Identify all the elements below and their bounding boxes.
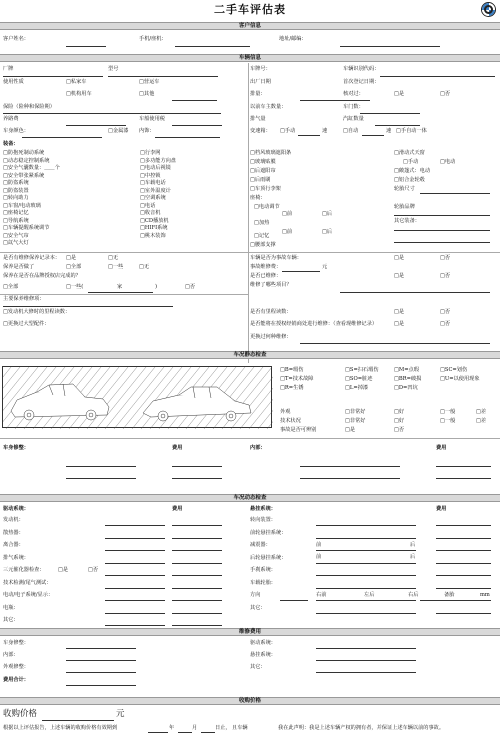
body-cost-line-1[interactable]	[172, 466, 222, 467]
equipment-option-4[interactable]: □防盗系统	[3, 180, 29, 186]
accident-visible-no[interactable]: □否	[394, 427, 405, 433]
displacement-field[interactable]	[300, 100, 370, 101]
equipment-option-b-1[interactable]: □多功能方向盘	[140, 157, 177, 164]
drive-cost-field-2[interactable]	[172, 550, 222, 551]
suspension-cost-field-5[interactable]	[436, 588, 491, 589]
suspension-field-5[interactable]	[316, 588, 416, 589]
seat-power-front[interactable]: □前	[282, 211, 293, 217]
history-sub-divider	[0, 294, 248, 295]
car-outline-icon	[3, 367, 273, 429]
drive-field-2[interactable]	[105, 550, 165, 551]
suspension-field-6[interactable]	[316, 600, 416, 601]
service-book-yes[interactable]: □是	[66, 255, 77, 261]
eq-tint[interactable]: □玻璃贴膜	[250, 159, 276, 165]
major-parts-label[interactable]: □更换过大型配件：	[3, 321, 50, 327]
dealer-close: )	[155, 284, 158, 290]
equipment-option-b-7[interactable]: □电话	[140, 202, 156, 209]
damage-code-1-3[interactable]: □U=以使用现象	[440, 376, 480, 382]
price-month-field[interactable]	[178, 732, 192, 733]
suspension-field-7[interactable]	[316, 613, 416, 614]
drive-field-3[interactable]	[105, 563, 165, 564]
equipment-option-3[interactable]: □安全带张紧系统	[3, 172, 45, 179]
suspension-cost-field-3[interactable]	[436, 563, 491, 564]
maintenance-done-label: 保养是否做了	[3, 264, 35, 270]
doors-label: 车门数：	[343, 104, 364, 110]
repair-suspension-field[interactable]	[316, 660, 416, 661]
repair-total-field[interactable]	[66, 685, 136, 686]
cylinders-label: 汽缸数量	[343, 116, 364, 122]
accident-vehicle-label: 车辆是否为事故车辆：	[250, 255, 302, 261]
drive-cost-field-4[interactable]	[172, 575, 222, 576]
transmission-tiptronic[interactable]: □手自动一体	[396, 128, 427, 134]
history-divider	[0, 252, 500, 253]
seat-power[interactable]: □电动调节	[254, 204, 280, 210]
body-repair-line-1[interactable]	[66, 466, 136, 467]
tyre-brand-field[interactable]	[394, 215, 490, 216]
suspension-field-4[interactable]	[316, 575, 416, 576]
suspension-cost-field-2[interactable]	[436, 550, 491, 551]
tech-average[interactable]: □一般	[440, 418, 456, 424]
eq-sunroof-manual[interactable]: □手动	[403, 159, 419, 165]
drive-cost-field-5[interactable]	[172, 588, 222, 589]
repair-total-label: 费用合计：	[3, 677, 29, 683]
repaired-items-label: 维修了哪些项目？	[250, 282, 292, 288]
odometer-yes[interactable]: □是	[394, 309, 405, 315]
equipment-option-b-3[interactable]: □中控锁	[140, 172, 161, 179]
tech-good[interactable]: □好	[394, 418, 405, 424]
drive-cost-field-7[interactable]	[172, 613, 222, 614]
repair-body-field[interactable]	[66, 648, 136, 649]
damage-code-1-1[interactable]: □SO=脏迹	[345, 376, 373, 382]
service-book-label: 是否有维修保养记录本：	[3, 255, 61, 261]
tech-status-label: 技术状况	[280, 418, 301, 424]
appearance-label: 外观	[280, 409, 291, 415]
form-title: 二手车评估表	[214, 3, 286, 16]
usage-institution[interactable]: □机构用车	[66, 91, 92, 97]
damage-code-1-0[interactable]: □T=技术故障	[280, 376, 314, 382]
price-year-field[interactable]	[148, 732, 168, 733]
dealer-repair-yes[interactable]: □是	[394, 321, 405, 327]
verified-yes[interactable]: □是	[394, 91, 405, 97]
tech-poor[interactable]: □差	[476, 418, 487, 424]
drive-field-8[interactable]	[105, 625, 165, 626]
eq-sunroof-electric[interactable]: □电动	[440, 159, 456, 165]
body-color-field[interactable]	[22, 137, 102, 138]
suspension-field-3[interactable]	[316, 563, 416, 564]
damage-code-0-0[interactable]: □B=瑕伤	[280, 367, 304, 373]
equipment-option-b-5[interactable]: □室外温度计	[140, 187, 171, 194]
transmission-manual[interactable]: □手动	[280, 128, 296, 134]
price-and-vehicle: 且车辆	[232, 725, 248, 731]
price-unit: 元	[116, 709, 125, 719]
drive-field-7[interactable]	[105, 613, 165, 614]
price-note-left: 根据以上评估报告，上述车辆的收购价格有效期到	[3, 725, 118, 731]
equipment-option-11[interactable]: □安全气帘	[3, 232, 29, 239]
accident-cost-field[interactable]	[282, 271, 320, 272]
repair-other-label: 其它：	[250, 664, 266, 670]
accident-visible-yes[interactable]: □是	[345, 427, 356, 433]
other-equipment-field-1[interactable]	[394, 230, 490, 231]
drive-item-1: 散热器：	[3, 529, 24, 536]
eq-rear-wiper[interactable]: □后雨刷	[250, 177, 271, 183]
repair-exterior-label: 外观修整：	[3, 664, 29, 670]
drive-item-8: 其它：	[3, 617, 19, 623]
plate-label: 车牌号：	[250, 66, 271, 72]
rear-susp-front: 前	[316, 554, 322, 560]
dealer-repair-label: 是否能将在授权经销商处进行维修：（查看现维修记录）	[250, 321, 378, 327]
drive-cost-field-3[interactable]	[172, 563, 222, 564]
section-repair-cost: 维修费用	[0, 628, 500, 636]
engine-overhaul-label[interactable]: □发动机大修时的里程读数：	[3, 309, 71, 315]
suspension-item-7: 其它：	[250, 604, 266, 611]
service-book-no[interactable]: □无	[108, 255, 119, 261]
equipment-option-10[interactable]: □车辆提醒系统调节	[3, 225, 50, 231]
drive-field-0[interactable]	[105, 525, 165, 526]
interior-field[interactable]	[155, 137, 220, 138]
equipment-option-0[interactable]: □防抱死制动系统	[3, 150, 45, 156]
equipment-option-b-4[interactable]: □车载电话	[140, 180, 166, 186]
eq-alloy-wheels[interactable]: □铝合金轮毂	[394, 177, 425, 183]
shock-rear: 后	[410, 542, 416, 548]
brand-label: 厂牌	[3, 66, 14, 72]
equipment-option-12[interactable]: □氙气大灯	[3, 240, 29, 246]
vin-field[interactable]	[380, 76, 495, 77]
accident-visible-label: 事故是否可辨别	[280, 427, 317, 433]
section-vehicle: 车辆信息	[0, 54, 500, 62]
damage-code-2-2[interactable]: □D=凹坑	[394, 385, 418, 391]
rear-susp-rear: 后	[410, 554, 416, 560]
drive-item-0: 发动机：	[3, 517, 24, 523]
equipment-option-5[interactable]: □防盗装置	[3, 187, 29, 194]
suspension-field-0[interactable]	[316, 525, 416, 526]
suspension-item-6: 方向	[250, 592, 261, 598]
tyre-spare: 备胎	[444, 592, 455, 598]
drive-cost-field-0[interactable]	[172, 525, 222, 526]
tyre-size-label: 轮胎尺寸	[394, 186, 415, 192]
repair-interior-field[interactable]	[66, 660, 136, 661]
drive-item-3: 排气系统：	[3, 554, 29, 561]
suspension-cost-field-1[interactable]	[436, 538, 491, 539]
accident-yes[interactable]: □是	[394, 255, 405, 261]
section-purchase-price: 收购价格	[0, 697, 500, 705]
first-reg-label: 首次登记日期：	[343, 79, 380, 85]
tyre-brand-label: 轮胎品牌	[394, 204, 415, 210]
seat-memory[interactable]: □记忆	[254, 233, 270, 239]
other-equipment-field-2[interactable]	[394, 242, 490, 243]
factory-date-label: 出厂日期	[250, 79, 271, 85]
replaced-repair-field[interactable]	[300, 343, 490, 344]
repaired-label: 是否已维修：	[250, 273, 282, 279]
eq-sunroof[interactable]: □滑动式天窗	[394, 150, 425, 156]
accident-no[interactable]: □否	[440, 255, 451, 261]
dealer-all[interactable]: □全部	[3, 284, 19, 290]
usage-commercial[interactable]: □营运车	[139, 79, 160, 85]
maintenance-some[interactable]: □一些	[108, 264, 124, 270]
repaired-no[interactable]: □否	[440, 273, 451, 279]
replaced-repair-label: 更换过何种维修：	[250, 334, 292, 340]
tyre-rear-right: 右后	[408, 592, 419, 598]
body-cost-line-2[interactable]	[172, 478, 222, 479]
odometer-label: 是否有里程读数：	[250, 309, 292, 315]
interior-repair-cost-label: 费用	[436, 445, 447, 451]
appearance-very-good[interactable]: □非常好	[345, 409, 366, 415]
damage-code-2-0[interactable]: □R=生锈	[280, 385, 304, 391]
catalyst-yes[interactable]: □是	[58, 567, 69, 573]
suspension-field-2[interactable]	[316, 550, 416, 551]
suspension-field-1[interactable]	[316, 538, 416, 539]
customer-phone-label: 手机/座机：	[139, 36, 167, 42]
price-day-field[interactable]	[201, 732, 215, 733]
owners-label: 以前车主数量：	[250, 104, 287, 110]
suspension-cost-label: 费用	[436, 506, 447, 512]
equipment-option-7[interactable]: □车窗/电动玻璃	[3, 202, 41, 209]
interior-repair-line-1[interactable]	[300, 466, 400, 467]
repair-interior-label: 内部：	[3, 652, 19, 658]
insurance-field[interactable]	[3, 113, 221, 114]
repair-suspension-label: 悬挂系统：	[250, 652, 276, 658]
drive-item-7: 电瓶：	[3, 604, 19, 611]
equipment-option-b-2[interactable]: □电动后视镜	[140, 165, 171, 171]
metallic-paint[interactable]: □金属漆	[108, 128, 129, 134]
drive-cost-field-1[interactable]	[172, 538, 222, 539]
appearance-average[interactable]: □一般	[440, 409, 456, 415]
dealer-partial[interactable]: □一些(	[66, 284, 84, 290]
damage-code-2-1[interactable]: □L=掉漆	[345, 385, 369, 391]
suspension-cost-field-6[interactable]	[436, 600, 491, 601]
price-field[interactable]	[42, 720, 114, 721]
suspension-item-1: 前轮悬挂系统：	[250, 529, 287, 536]
interior-repair-line-2[interactable]	[300, 478, 400, 479]
customer-name-field[interactable]	[66, 46, 106, 47]
drive-field-5[interactable]	[105, 588, 165, 589]
equipment-title: 装备：	[3, 141, 19, 147]
repair-drive-label: 驱动系统：	[250, 640, 276, 646]
car-diagram	[2, 366, 272, 428]
shock-front: 前	[316, 542, 322, 548]
repair-body-label: 车身修整：	[3, 640, 29, 646]
repaired-items-field[interactable]	[340, 292, 490, 293]
verified-label: 核对过：	[343, 91, 364, 97]
authorized-dealer-label: 保养在是否在品牌授权店完成的？	[3, 273, 81, 279]
equipment-option-9[interactable]: □导航系统	[3, 217, 29, 224]
damage-code-1-2[interactable]: □BR=破损	[394, 376, 422, 382]
manual-speeds-unit: 速	[322, 128, 328, 134]
seat-heat-rear[interactable]: □后	[322, 229, 333, 235]
body-repair-label: 车身修整：	[3, 445, 29, 451]
customer-address-field[interactable]	[340, 46, 440, 47]
usage-other[interactable]: □其他	[139, 91, 155, 97]
auto-speeds-field[interactable]	[362, 135, 384, 136]
seats-label: 座椅：	[250, 195, 266, 201]
repaired-yes[interactable]: □是	[394, 273, 405, 279]
main-maintenance-label: 主要保养维修项：	[3, 296, 45, 302]
suspension-item-5: 车载轮胎：	[250, 579, 276, 586]
suspension-cost-field-0[interactable]	[436, 525, 491, 526]
repair-other-field[interactable]	[316, 672, 416, 673]
verified-no[interactable]: □否	[440, 91, 451, 97]
price-year-unit: 年	[169, 725, 175, 731]
road-fee-field[interactable]	[66, 125, 126, 126]
drive-item-5: 技术检测/尾气测试：	[3, 579, 52, 586]
price-label: 收购价格	[3, 709, 38, 719]
repair-drive-field[interactable]	[316, 648, 416, 649]
owner-declaration: 我在此声明：我是上述车辆产权的拥有者，并保证上述车辆以前的事故。	[278, 725, 445, 731]
eq-roof-rack[interactable]: □车顶行李架	[250, 186, 281, 192]
seat-heat-front[interactable]: □前	[282, 229, 293, 235]
equipment-option-b-8[interactable]: □收音机	[140, 210, 161, 216]
equipment-option-1[interactable]: □动态稳定控制系统	[3, 157, 50, 164]
drive-field-1[interactable]	[105, 538, 165, 539]
tech-very-good[interactable]: □非常好	[345, 418, 366, 424]
section-dynamic-check: 车况动态检查	[0, 494, 500, 502]
equipment-option-b-0[interactable]: □行李网	[140, 150, 161, 156]
repair-exterior-field[interactable]	[66, 672, 136, 673]
interior-repair-label: 内部：	[250, 445, 266, 451]
damage-code-0-1[interactable]: □S=扫石瑕伤	[345, 367, 379, 373]
suspension-item-3: 后轮悬挂系统：	[250, 554, 287, 561]
exhaust-label: 排气量	[250, 116, 266, 122]
eq-convertible[interactable]: □敞篷式：电动	[394, 168, 431, 174]
dealer-count-unit: 家	[117, 284, 123, 290]
equipment-option-8[interactable]: □座椅记忆	[3, 210, 29, 216]
eq-rear-blind[interactable]: □后遮阳帘	[250, 168, 276, 174]
body-repair-cost-label: 费用	[172, 445, 183, 451]
usage-other-field[interactable]	[172, 100, 217, 101]
damage-code-0-2[interactable]: □M=点瑕	[394, 367, 419, 373]
drive-system-label: 驱动系统：	[3, 506, 29, 512]
maintenance-all[interactable]: □全部	[66, 264, 82, 270]
equipment-option-6[interactable]: □转向助力	[3, 195, 29, 201]
bmw-logo-icon	[481, 2, 496, 17]
doors-field[interactable]	[360, 113, 420, 114]
suspension-cost-field-4[interactable]	[436, 575, 491, 576]
suspension-item-2: 减震器：	[250, 542, 271, 548]
accident-cost-unit: 元	[322, 264, 328, 270]
seat-lumbar[interactable]: □腰部支撑	[250, 242, 276, 248]
auto-speeds-unit: 速	[386, 128, 392, 134]
drive-item-4: 三元催化器检查：	[3, 567, 45, 573]
vin-label: 车辆识别代码：	[343, 66, 380, 72]
equipment-option-b-11[interactable]: □桃木装饰	[140, 232, 166, 239]
other-equipment-label: 其它装备：	[394, 218, 420, 224]
suspension-item-4: 手刹系统：	[250, 567, 276, 573]
equipment-option-b-10[interactable]: □HIFI系统	[140, 225, 168, 231]
road-fee-label: 养路费	[3, 116, 19, 122]
drive-cost-field-8[interactable]	[172, 625, 222, 626]
customer-address-label: 地址/邮编：	[279, 36, 307, 42]
suspension-label: 悬挂系统：	[250, 506, 276, 512]
suspension-item-0: 转向装置：	[250, 517, 276, 523]
customer-phone-field[interactable]	[175, 46, 250, 47]
section-static-check: 车况静态检查	[0, 351, 500, 359]
price-day-unit: 日止，	[215, 725, 231, 731]
tyre-size-field[interactable]	[420, 193, 490, 194]
tyre-front-right: 右前	[316, 592, 327, 598]
interior-cost-line-1[interactable]	[436, 466, 491, 467]
body-repair-line-2[interactable]	[66, 478, 136, 479]
model-field[interactable]	[108, 76, 218, 77]
usage-private[interactable]: □私家车	[66, 79, 87, 85]
seat-heat[interactable]: □加热	[254, 220, 270, 226]
cylinders-field[interactable]	[375, 125, 420, 126]
tyre-rear-left: 左后	[364, 592, 375, 598]
manual-speeds-field[interactable]	[298, 135, 320, 136]
customer-name-label: 客户姓名：	[3, 36, 29, 42]
dealer-count-field[interactable]	[88, 292, 153, 293]
drive-item-2: 离合器：	[3, 542, 24, 548]
equipment-option-b-6[interactable]: □空调系统	[140, 195, 166, 201]
model-label: 型号	[108, 66, 119, 72]
section-customer: 客户信息	[0, 22, 500, 30]
price-month-unit: 月	[192, 725, 198, 731]
interior-label: 内饰：	[139, 128, 155, 134]
odometer-no[interactable]: □否	[440, 309, 451, 315]
drive-item-6: 电动/电子系统/显示：	[3, 592, 54, 598]
damage-code-0-3[interactable]: □SC=划伤	[440, 367, 468, 373]
appearance-good[interactable]: □好	[394, 409, 405, 415]
drive-field-4[interactable]	[105, 575, 165, 576]
maintenance-none[interactable]: □无	[139, 264, 150, 270]
vehicle-tax-label: 车船使用税	[139, 116, 165, 122]
vehicle-tax-field[interactable]	[172, 125, 222, 126]
transmission-label: 变速箱：	[250, 128, 271, 134]
dealer-no[interactable]: □否	[185, 284, 196, 290]
gearbox-spec-label: 排量：	[250, 91, 266, 97]
seat-power-rear[interactable]: □后	[322, 211, 333, 217]
equipment-option-b-9[interactable]: □CD播放机	[140, 217, 169, 224]
accident-cost-label: 事故维修费：	[250, 264, 282, 270]
eq-sunstrip[interactable]: □档风玻璃遮阳条	[250, 150, 292, 156]
equipment-option-2[interactable]: □安全气囊数量：＿＿个	[3, 165, 60, 171]
interior-cost-line-2[interactable]	[436, 478, 491, 479]
tyre-front-left-field[interactable]	[280, 600, 308, 601]
drive-field-6[interactable]	[105, 600, 165, 601]
transmission-auto[interactable]: □自动	[343, 128, 359, 134]
vehicle-divider	[248, 63, 249, 363]
catalyst-no[interactable]: □否	[88, 567, 99, 573]
insurance-label: 保险（险种和保险期）	[3, 104, 55, 110]
main-maintenance-field[interactable]	[3, 306, 173, 307]
suspension-cost-field-7[interactable]	[436, 613, 491, 614]
dealer-repair-no[interactable]: □否	[440, 321, 451, 327]
static-divider	[0, 438, 500, 439]
brand-field[interactable]	[3, 76, 103, 77]
drive-cost-label: 费用	[172, 506, 183, 512]
tyre-unit: mm	[480, 592, 490, 598]
body-color-label: 车身颜色：	[3, 128, 29, 134]
usage-label: 使用性质	[3, 79, 24, 85]
appearance-poor[interactable]: □差	[476, 409, 487, 415]
drive-cost-field-6[interactable]	[172, 600, 222, 601]
